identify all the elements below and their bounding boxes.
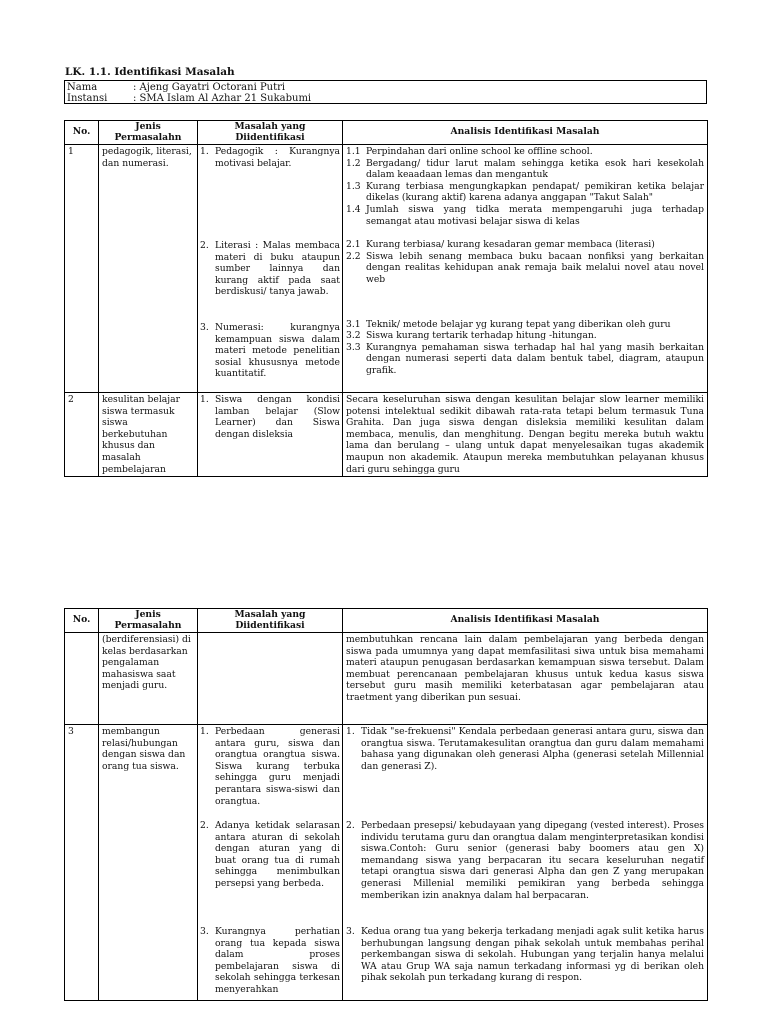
analisis-cell <box>343 725 708 1001</box>
instansi-label: Instansi <box>67 93 108 104</box>
header-masalah: Masalah yang Diidentifikasi <box>198 121 343 145</box>
row-number: 3 <box>65 725 99 1001</box>
row-jenis: membangun relasi/hubungan dengan siswa dan orang tua siswa. <box>99 725 198 1001</box>
header-no: No. <box>65 121 99 145</box>
header-no: No. <box>65 609 99 633</box>
header-jenis: Jenis Permasalahn <box>99 609 198 633</box>
analisis-item: 2.1 Kurang terbiasa/ kurang kesadaran gemar membaca (literasi) <box>346 239 655 251</box>
table-row <box>65 725 708 1001</box>
analisis-item: 3.1 Teknik/ metode belajar yg kurang tepat yang diberikan oleh guru <box>346 318 671 330</box>
instansi-value: : SMA Islam Al Azhar 21 Sukabumi <box>133 93 312 104</box>
masalah-item: 3. Numerasi: kurangnya kemampuan siswa dalam materi metode penelitian sosial khususnya metode kuantitatif. <box>200 322 340 380</box>
analisis-item: 3. Kedua orang tua yang bekerja terkadang menjadi agak sulit ketika harus berhubungan langsung dengan pihak sekolah untuk membahas perihal perkembangan siswa di sekolah. Hubungan yang terjalin hanya melalui WA atau Grup WA saja namun terkadang informasi yg di berikan oleh pihak sekolah pun terkadang kurang di respon. <box>346 926 704 984</box>
analisis-item: 1.2 Bergadang/ tidur larut malam sehingga ketika esok hari kesekolah dalam keaadaan lemas dan mengantuk <box>346 157 704 181</box>
identity-box <box>64 80 707 104</box>
table-row <box>65 393 708 477</box>
masalah-item: 1. Siswa dengan kondisi lamban belajar (Slow Learner) dan Siswa dengan disleksia <box>200 394 340 440</box>
row-jenis: (berdiferensiasi) di kelas berdasarkan pengalaman mahasiswa saat menjadi guru. <box>99 633 198 725</box>
analisis-item: 1. Tidak "se-frekuensi" Kendala perbedaan generasi antara guru, siswa dan orangtua siswa. Terutamakesulitan orangtua dan guru dalam memahami bahasa yang digunakan oleh generasi Alpha (generasi setelah Millennial dan generasi Z). <box>346 726 704 772</box>
problem-table-page-1 <box>64 120 707 477</box>
nama-value: : Ajeng Gayatri Octorani Putri <box>133 82 286 93</box>
row-number: 2 <box>65 393 99 477</box>
table-row <box>65 633 708 725</box>
analisis-cell: Secara keseluruhan siswa dengan kesulitan belajar slow learner memiliki potensi intelektual sedikit dibawah rata-rata tetapi belum termasuk Tuna Grahita. Dan juga siswa dengan disleksia memiliki kesulitan dalam membaca, menulis, dan menghitung. Dengan begitu mereka butuh waktu lama dan berulang – ulang untuk dapat menyelesaikan tugas akademik maupun non akademik. Ataupun mereka membutuhkan pelayanan khusus dari guru sehingga guru <box>343 393 708 477</box>
analisis-item: 1.1 Perpindahan dari online school ke offline school. <box>346 146 593 157</box>
masalah-item: 1. Pedagogik : Kurangnya motivasi belajar. <box>200 146 340 169</box>
nama-label: Nama <box>67 82 98 93</box>
analisis-item: 3.3 Kurangnya pemahaman siswa terhadap hal hal yang masih berkaitan dengan numerasi seperti data dalam bentuk tabel, diagram, ataupun grafik. <box>346 341 704 376</box>
problem-table-page-2 <box>64 608 707 1001</box>
analisis-cell <box>343 145 708 393</box>
header-masalah: Masalah yang Diidentifikasi <box>198 609 343 633</box>
masalah-item: 1. Perbedaan generasi antara guru, siswa dan orangtua orangtua siswa. Siswa kurang terbuka sehingga guru menjadi perantara siswa-siswi dan orangtua. <box>200 726 340 807</box>
masalah-item: 2. Adanya ketidak selarasan antara aturan di sekolah dengan aturan yang di buat orang tua di rumah sehingga menimbulkan persepsi yang berbeda. <box>200 820 340 889</box>
analisis-item: 2. Perbedaan presepsi/ kebudayaan yang dipegang (vested interest). Proses individu terutama guru dan orangtua dalam menginterpretasikan kondisi siswa.Contoh: Guru senior (generasi baby boomers atau gen X) memandang siswa yang berpacaran itu secara keseluruhan negatif tetapi orangtua siswa dari generasi Alpha dan gen Z yang merupakan generasi Millenial memiliki pemikiran yang berbeda sehingga memberikan izin anaknya dalam hal berpacaran. <box>346 820 704 901</box>
header-analisis: Analisis Identifikasi Masalah <box>343 121 708 145</box>
analisis-item: 1.4 Jumlah siswa yang tidka merata mempengaruhi juga terhadap semangat atau motivasi belajar siswa di kelas <box>346 203 704 227</box>
masalah-cell <box>198 725 343 1001</box>
row-number: 1 <box>65 145 99 393</box>
masalah-cell <box>198 393 343 477</box>
analisis-item: 2.2 Siswa lebih senang membaca buku bacaan nonfiksi yang berkaitan dengan realitas kehidupan anak remaja baik melalui novel atau novel web <box>346 250 704 285</box>
masalah-cell <box>198 145 343 393</box>
analisis-item: 1.3 Kurang terbiasa mengungkapkan pendapat/ pemikiran ketika belajar dikelas (kurang aktif) karena adanya anggapan "Takut Salah" <box>346 180 704 204</box>
table-row <box>65 145 708 393</box>
row-jenis: pedagogik, literasi, dan numerasi. <box>99 145 198 393</box>
analisis-item: 3.2 Siswa kurang tertarik terhadap hitung -hitungan. <box>346 330 597 342</box>
row-jenis: kesulitan belajar siswa termasuk siswa berkebutuhan khusus dan masalah pembelajaran <box>99 393 198 477</box>
document-title: LK. 1.1. Identifikasi Masalah <box>65 66 235 78</box>
header-jenis: Jenis Permasalahn <box>99 121 198 145</box>
header-analisis: Analisis Identifikasi Masalah <box>343 609 708 633</box>
masalah-item: 3. Kurangnya perhatian orang tua kepada siswa dalam proses pembelajaran siswa di sekolah sehingga terkesan menyerahkan <box>200 926 340 995</box>
masalah-item: 2. Literasi : Malas membaca materi di buku ataupun sumber lainnya dan kurang aktif pada saat berdiskusi/ tanya jawab. <box>200 240 340 298</box>
analisis-cell: membutuhkan rencana lain dalam pembelajaran yang berbeda dengan siswa pada umumnya yang dapat memfasilitasi siwa untuk bisa memahami materi ataupun penugasan berdasarkan kemampuan siswa tersebut. Dalam membuat perencanaan pembelajaran khusus untuk kedua kasus siswa tersebut guru masih memiliki keterbatasan agar pembelajaran atau traetment yang diberikan pun sesuai. <box>343 633 708 725</box>
